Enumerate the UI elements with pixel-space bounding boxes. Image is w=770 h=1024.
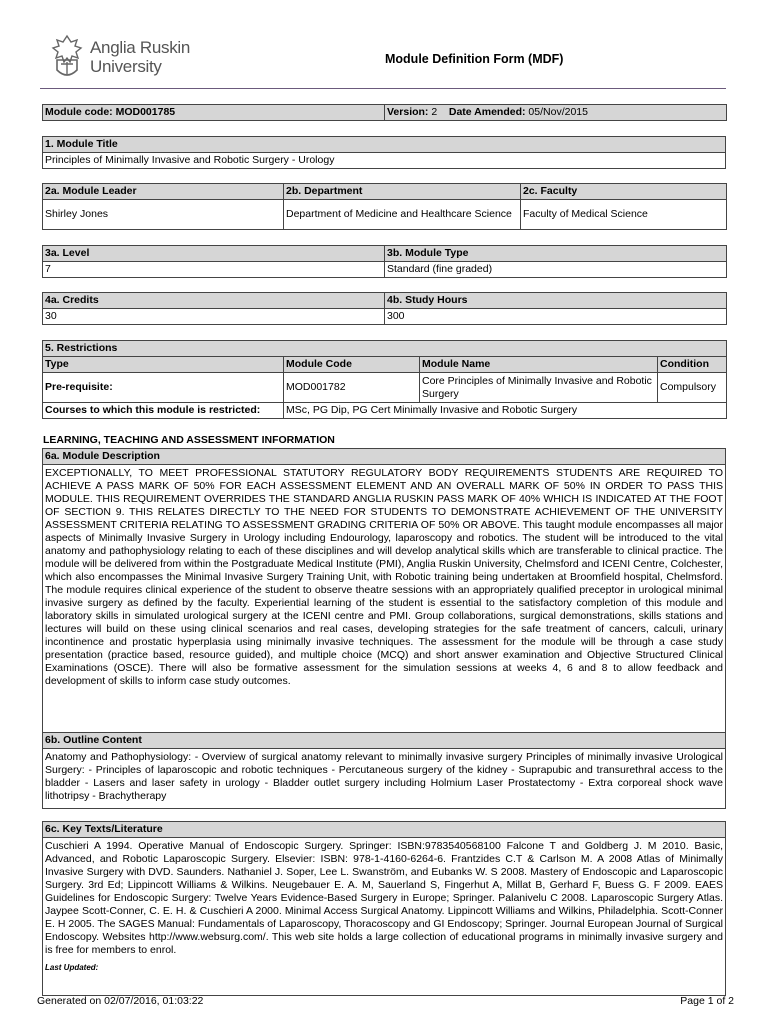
module-type-heading: 3b. Module Type [385,246,727,262]
module-leader-value: Shirley Jones [43,200,284,230]
module-description-text: EXCEPTIONALLY, TO MEET PROFESSIONAL STATUTORY REGULATORY BODY REQUIREMENTS STUDENTS ARE REQUIRED TO ACHIEVE A PASS MARK OF 50% FOR EACH ASSESSMENT ELEMENT AND AN OVERALL MARK OF 50% IN ORDER TO PASS THIS MODULE. THIS REQUIREMENT OVERRIDES THE STANDARD ANGLIA RUSKIN PASS MARK OF 40% WHICH IS INDICATED AT THE FOOT OF SECTION 9. THIS RELATES DIRECTLY TO THE NEED FOR STUDENTS TO DEMONSTRATE ACHIEVEMENT OF THE UNIVERSITY ASSESSMENT CRITERIA RELATING TO ASSESSMENT GRADING CRITERIA OF 50% OR ABOVE. This taught module encompasses all major aspects of Minimally Invasive Surgery in Urology including Endourology, laparoscopy and robotics. The student will be introduced to the vital anatomy and pathophysiology relating to each of these disciplines and will develop analytical skills which are transferable to clinical practice. The module will be delivered from within the Postgraduate Medical Institute (PMI), Anglia Ruskin University, Chelmsford and ICENI Centre, Colchester, which also encompasses the Minimal Invasive Surgery Training Unit, with Robotic training being undertaken at Broomfield hospital, Chelmsford. The module requires clinical experience of the student to observe theatre sessions with an appropriately qualified preceptor in urological minimal invasive surgery as defined by the faculty. Experiential learning of the student is essential to the satisfactory completion of this module and laboratory skills in simulated urological surgery at the ICENI centre and PMI. Group collaborations, surgical demonstrations, skills stations and lectures will build on these using clinical scenarios and real cases, developing strategies for the safe treatment of cancers, calculi, urinary incontinence and prostatic hyperplasia using minimally invasive techniques. The assessment for the module will be through a case study presentation (practice based, resource guided), and multiple choice (MCQ) and short answer examination and Objective Structured Clinical Examinations (OSCE). There will also be formative assessment for the simulation sessions at weeks 4, 6 and 8 to allow feedback and development of skills to inform case study outcomes. [43,465,726,735]
logo-line-1: Anglia Ruskin [90,38,191,57]
study-hours-heading: 4b. Study Hours [385,293,727,309]
page-number: Page 1 of 2 [680,995,734,1007]
key-texts-cell [43,838,726,996]
module-code: Module code: MOD001785 [43,105,385,121]
outline-content-heading: 6b. Outline Content [43,733,726,749]
module-title-value: Principles of Minimally Invasive and Robotic Surgery - Urology [43,153,726,169]
key-texts-text: Cuschieri A 1994. Operative Manual of Endoscopic Surgery. Springer: ISBN:9783540568100 Falcone T and Goldberg J. M 2010. Basic, Advanced, and Robotic Laparoscopic Surgery. Elsevier: ISBN: 978-1-4160-6264-6. Frantzides C.T & Carlson M. A 2008 Atlas of Minimally Invasive Surgery with DVD. Saunders. Nathaniel J. Soper, Lee L. Swanström, and Eubanks W. S 2008. Mastery of Endoscopic and Laparoscopic Surgery. 3rd Ed; Lippincott Williams & Wilkins. Neugebauer E. A. M, Sauerland S, Fingerhut A, Millat B, Gerhard F, Buess G. F 2009. EAES Guidelines for Endoscopic Surgery: Twelve Years Evidence-Based Surgery in Europe; Springer. Palanivelu C 2008. Laparoscopic Surgery Atlas. Jaypee Scott-Conner, C. E. H. & Cuschieri A 2000. Minimal Access Surgical Anatomy. Lippincott Williams and Wilkins, Philadelphia. Scott-Conner E. H 2005. The SAGES Manual: Fundamentals of Laparoscopy, Thoracoscopy and GI Endoscopy; Springer. Journal European Journal of Surgical Endoscopy. Websites http://www.websurg.com/. This web site holds a large collection of educational programs in minimally invasive surgery and is free for members to enrol. [45,840,723,956]
outline-content-text: Anatomy and Pathophysiology: - Overview of surgical anatomy relevant to minimally invasive surgery Principles of minimally invasive Urological Surgery: - Principles of laparoscopic and robotic techniques - Percutaneous surgery of the kidney - Suprapubic and transurethral access to the bladder - Lasers and laser safety in urology - Bladder outlet surgery including Holmium Laser Prostatectomy - Extra corporeal shock wave lithotripsy - Brachytherapy [43,749,726,809]
department-heading: 2b. Department [284,184,521,200]
form-title: Module Definition Form (MDF) [385,52,564,66]
restrictions-col-type: Type [43,357,284,373]
module-type-value: Standard (fine graded) [385,262,727,278]
module-title-heading: 1. Module Title [43,137,726,153]
university-logo [50,34,210,84]
prereq-name: Core Principles of Minimally Invasive and Robotic Surgery [420,373,658,403]
department-value: Department of Medicine and Healthcare Science [284,200,521,230]
restrictions-col-condition: Condition [658,357,727,373]
level-type-table [42,245,727,278]
courses-value: MSc, PG Dip, PG Cert Minimally Invasive and Robotic Surgery [284,403,727,419]
prereq-code: MOD001782 [284,373,420,403]
lta-heading: LEARNING, TEACHING AND ASSESSMENT INFORMATION [43,434,335,446]
credits-value: 30 [43,309,385,325]
header-divider [40,88,726,89]
outline-content-table [42,732,726,809]
faculty-heading: 2c. Faculty [521,184,727,200]
leader-dept-faculty-table [42,183,727,230]
generated-timestamp: Generated on 02/07/2016, 01:03:22 [37,995,204,1007]
prereq-condition: Compulsory [658,373,727,403]
prereq-label: Pre-requisite: [43,373,284,403]
module-leader-heading: 2a. Module Leader [43,184,284,200]
key-texts-heading: 6c. Key Texts/Literature [43,822,726,838]
module-code-table [42,104,727,121]
module-title-table [42,136,726,169]
study-hours-value: 300 [385,309,727,325]
last-updated-label: Last Updated: [45,963,99,972]
page-header [0,0,770,92]
version-label: Version: [387,106,429,118]
module-description-heading: 6a. Module Description [43,449,726,465]
credits-hours-table [42,292,727,325]
restrictions-table [42,340,727,419]
restrictions-heading: 5. Restrictions [43,341,727,357]
level-value: 7 [43,262,385,278]
version-value: 2 [431,106,438,118]
crest-icon [50,34,84,80]
level-heading: 3a. Level [43,246,385,262]
date-amended-value: 05/Nov/2015 [528,106,588,118]
credits-heading: 4a. Credits [43,293,385,309]
restrictions-col-name: Module Name [420,357,658,373]
date-amended-label: Date Amended: [448,106,526,118]
key-texts-table [42,821,726,996]
restrictions-col-code: Module Code [284,357,420,373]
courses-label: Courses to which this module is restricted: [43,403,284,419]
module-description-table [42,448,726,735]
logo-line-2: University [90,57,162,76]
version-cell [385,105,727,121]
faculty-value: Faculty of Medical Science [521,200,727,230]
